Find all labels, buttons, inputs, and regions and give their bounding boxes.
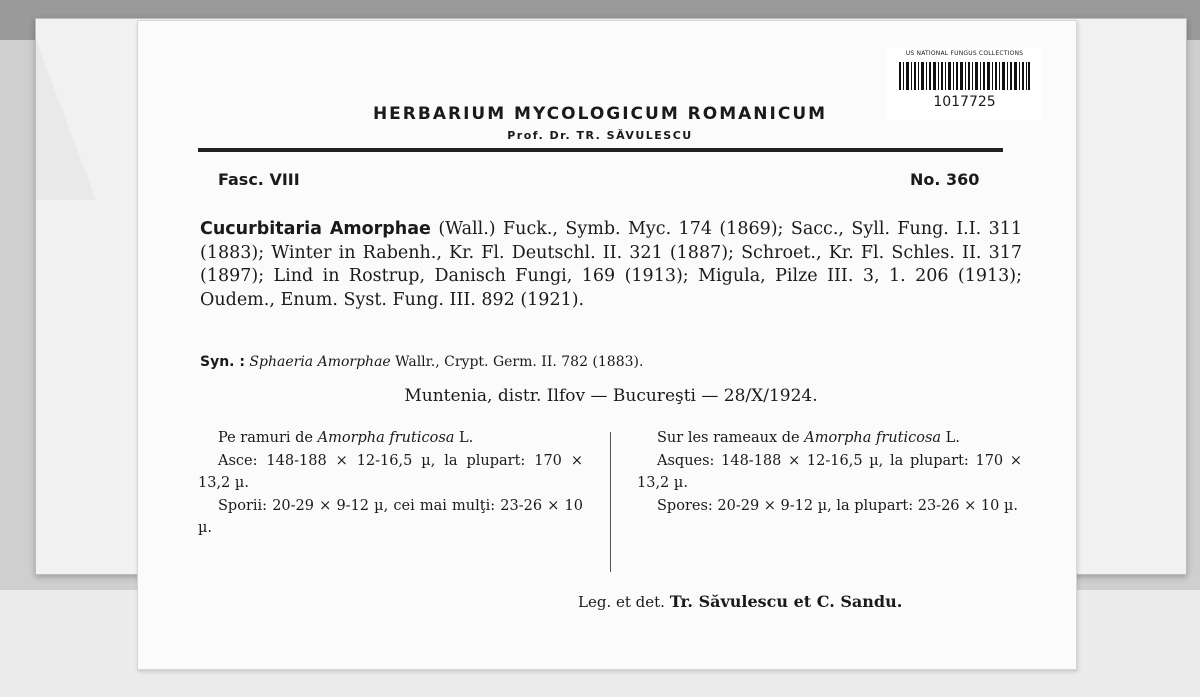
fascicle-label: Fasc. VIII — [218, 170, 300, 189]
synonym-label: Syn. : — [200, 354, 245, 370]
herbarium-title: HERBARIUM MYCOLOGICUM ROMANICUM — [372, 104, 828, 124]
french-spores: Spores: 20-29 × 9-12 µ, la plupart: 23-26 × 10 µ. — [657, 497, 1018, 514]
synonym-line — [200, 354, 643, 370]
envelope-flap — [36, 40, 96, 200]
collector-line — [578, 592, 902, 611]
header-rule — [198, 148, 1003, 152]
taxon-name: Cucurbitaria Amorphae — [200, 219, 431, 239]
romanian-host — [198, 427, 583, 450]
collector-prefix: Leg. et det. — [578, 593, 665, 611]
locality: Muntenia, distr. Ilfov — Bucureşti — 28/X/1924. — [404, 386, 818, 406]
barcode-caption: US NATIONAL FUNGUS COLLECTIONS — [905, 50, 1024, 57]
french-asci: Asques: 148-188 × 12-16,5 µ, la plupart: 170 × 13,2 µ. — [637, 452, 1022, 491]
column-divider — [610, 432, 611, 572]
citation-text: (Wall.) Fuck., Symb. Myc. 174 (1869); Sacc., Syll. Fung. I.I. 311 (1883); Winter in Rabenh., Kr. Fl. Deutschl. II. 321 (1887); Schroet., Kr. Fl. Schles. II. 317 (1897); Lind in Rostrup, Danisch Fungi, 169 (1913); Migula, Pilze III. 3, 1. 206 (1913); Oudem., Enum. Syst. Fung. III. 892 (1921). — [200, 219, 1022, 310]
synonym-name: Sphaeria Amorphae — [249, 354, 391, 370]
romanian-host-suffix: L. — [459, 430, 474, 446]
french-description — [637, 427, 1022, 517]
romanian-asci: Asce: 148-188 × 12-16,5 µ, la plupart: 170 × 13,2 µ. — [198, 452, 583, 491]
french-host-prefix: Sur les rameaux de — [657, 430, 800, 446]
romanian-host-name: Amorpha fruticosa — [317, 430, 455, 446]
romanian-spores: Sporii: 20-29 × 9-12 µ, cei mai mulţi: 23-26 × 10 µ. — [198, 497, 583, 536]
synonym-text: Wallr., Crypt. Germ. II. 782 (1883). — [395, 354, 644, 370]
specimen-number: No. 360 — [910, 170, 980, 189]
taxon-citation — [200, 218, 1022, 312]
french-host-suffix: L. — [945, 430, 960, 446]
collector-names: Tr. Săvulescu et C. Sandu. — [669, 592, 903, 611]
barcode-label — [887, 48, 1042, 120]
barcode-number: 1017725 — [933, 94, 996, 110]
romanian-host-prefix: Pe ramuri de — [218, 430, 314, 446]
barcode-icon — [899, 62, 1030, 90]
romanian-description — [198, 427, 583, 540]
herbarium-subtitle: Prof. Dr. TR. SĂVULESCU — [507, 129, 693, 142]
french-host-name: Amorpha fruticosa — [804, 430, 942, 446]
french-host — [637, 427, 1022, 450]
